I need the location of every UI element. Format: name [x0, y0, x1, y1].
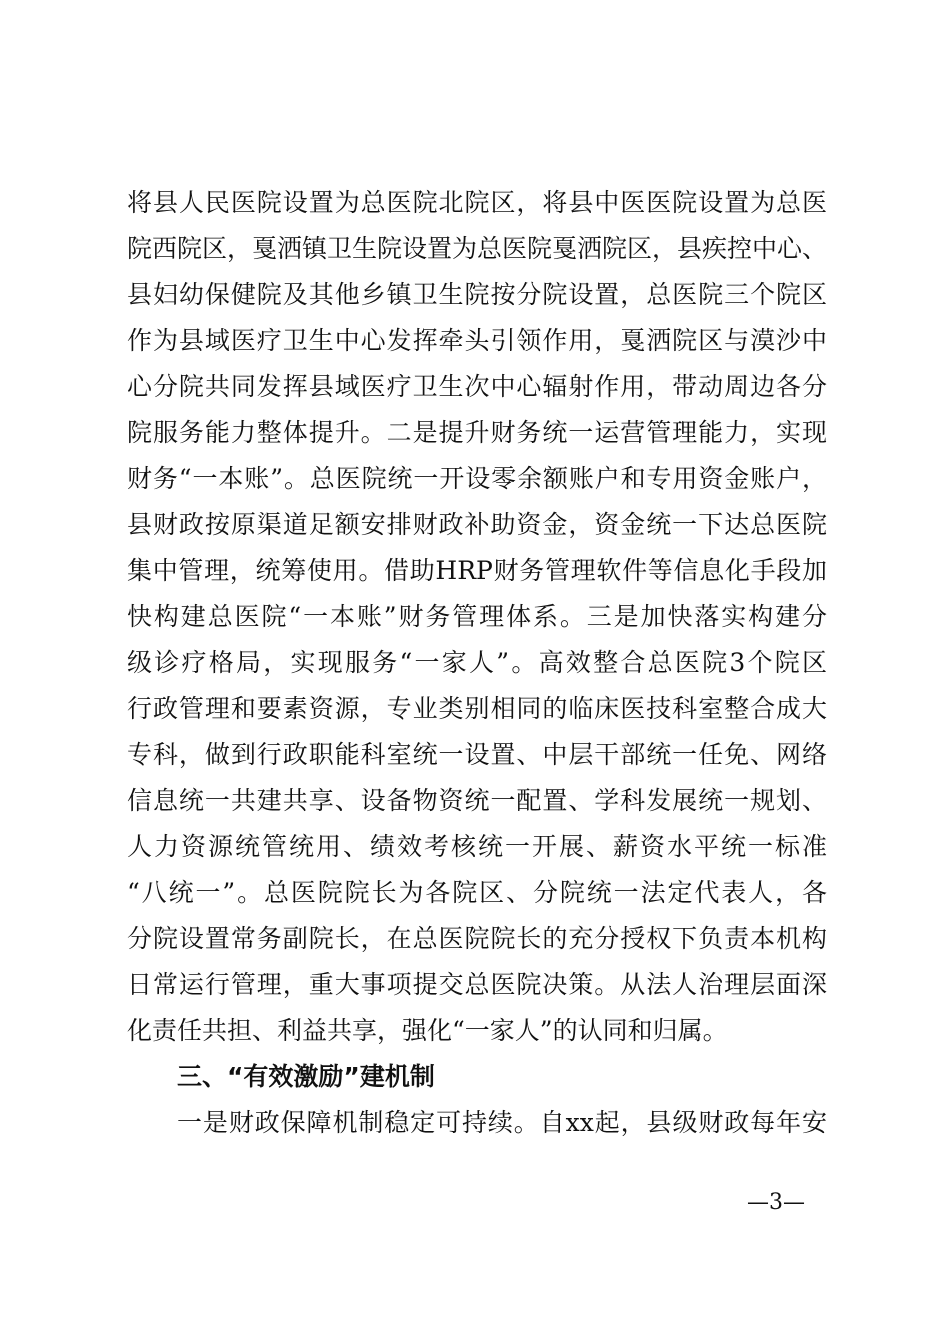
body-text	[127, 180, 827, 1146]
text-line: 化责任共担、利益共享，强化“一家人”的认同和归属。	[127, 1016, 728, 1045]
text-line: “八统一”。总医院院长为各院区、分院统一法定代表人，各	[127, 878, 827, 907]
text-line: 快构建总医院“一本账”财务管理体系。三是加快落实构建分	[127, 602, 827, 631]
text-line: 专科，做到行政职能科室统一设置、中层干部统一任免、网络	[127, 740, 827, 769]
text-line: 分院设置常务副院长，在总医院院长的充分授权下负责本机构	[127, 924, 827, 953]
paragraph-first-line: 一是财政保障机制稳定可持续。自xx起，县级财政每年安	[177, 1108, 827, 1137]
text-line: 县财政按原渠道足额安排财政补助资金，资金统一下达总医院	[127, 510, 827, 539]
page-number: —3—	[747, 1190, 805, 1215]
text-line: 级诊疗格局，实现服务“一家人”。高效整合总医院3个院区	[127, 648, 827, 677]
section-heading: 三、“有效激励”建机制	[177, 1062, 435, 1091]
text-line: 日常运行管理，重大事项提交总医院决策。从法人治理层面深	[127, 970, 827, 999]
text-line: 财务“一本账”。总医院统一开设零余额账户和专用资金账户，	[127, 464, 827, 493]
text-line: 信息统一共建共享、设备物资统一配置、学科发展统一规划、	[127, 786, 827, 815]
text-line: 院服务能力整体提升。二是提升财务统一运营管理能力，实现	[127, 418, 827, 447]
text-line: 院西院区，戛洒镇卫生院设置为总医院戛洒院区，县疾控中心、	[127, 234, 828, 263]
text-line: 人力资源统管统用、绩效考核统一开展、薪资水平统一标准	[127, 832, 827, 861]
text-line: 心分院共同发挥县域医疗卫生次中心辐射作用，带动周边各分	[127, 372, 827, 401]
text-line: 县妇幼保健院及其他乡镇卫生院按分院设置，总医院三个院区	[127, 280, 827, 309]
text-line: 集中管理，统筹使用。借助HRP财务管理软件等信息化手段加	[127, 556, 827, 585]
text-line: 行政管理和要素资源，专业类别相同的临床医技科室整合成大	[127, 694, 827, 723]
text-line: 将县人民医院设置为总医院北院区，将县中医医院设置为总医	[127, 188, 827, 217]
text-line: 作为县域医疗卫生中心发挥牵头引领作用，戛洒院区与漠沙中	[127, 326, 827, 355]
